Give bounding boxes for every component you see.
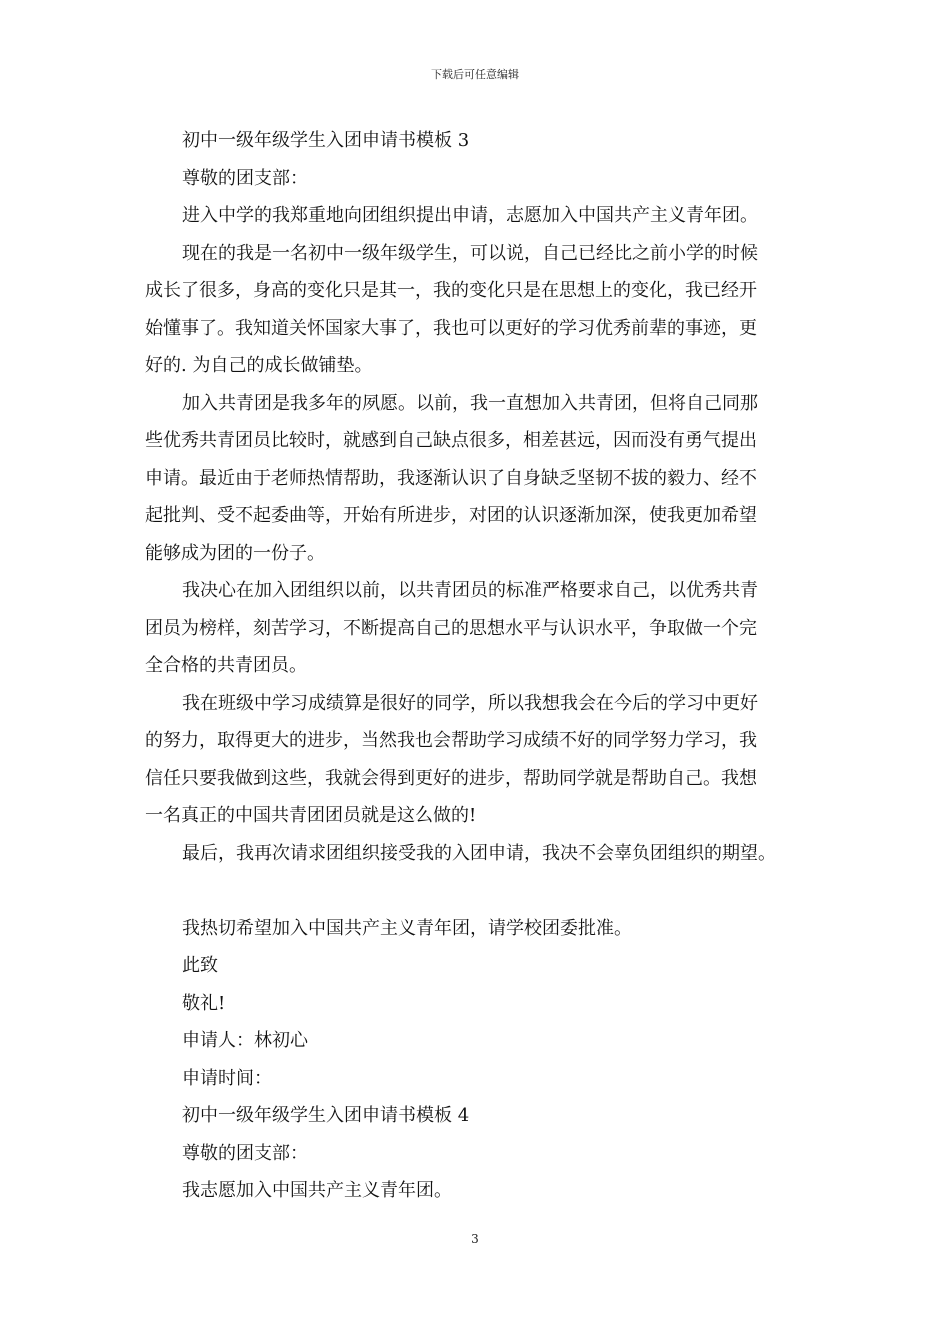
page-header: 下载后可任意编辑 [431, 68, 519, 81]
text-line: 起批判、受不起委曲等，开始有所进步，对团的认识逐渐加深，使我更加希望 [145, 505, 757, 526]
text-line: 我在班级中学习成绩算是很好的同学，所以我想我会在今后的学习中更好 [182, 692, 758, 714]
page-number: 3 [471, 1232, 479, 1246]
text-line: 成长了很多，身高的变化只是其一，我的变化只是在思想上的变化，我已经开 [145, 280, 757, 301]
text-line: 些优秀共青团员比较时，就感到自己缺点很多，相差甚远，因而没有勇气提出 [145, 430, 757, 451]
text-line: 一名真正的中国共青团团员就是这么做的! [145, 805, 477, 826]
text-line: 我热切希望加入中国共产主义青年团，请学校团委批准。 [182, 917, 632, 939]
text-line: 我决心在加入团组织以前，以共青团员的标准严格要求自己，以优秀共青 [182, 580, 758, 601]
text-line: 申请时间： [182, 1067, 272, 1089]
blank-line [145, 872, 815, 910]
text-line: 此致 [182, 955, 218, 976]
text-line: 好的. 为自己的成长做铺垫。 [145, 355, 373, 376]
text-line: 尊敬的团支部： [182, 167, 308, 189]
text-line: 初中一级年级学生入团申请书模板 4 [182, 1105, 470, 1126]
text-line: 申请。最近由于老师热情帮助，我逐渐认识了自身缺乏坚韧不拔的毅力、经不 [145, 467, 757, 489]
text-line: 我志愿加入中国共产主义青年团。 [182, 1180, 452, 1201]
text-line: 能够成为团的一份子。 [145, 542, 325, 564]
text-line: 信任只要我做到这些，我就会得到更好的进步，帮助同学就是帮助自己。我想 [145, 767, 757, 789]
text-line: 始懂事了。我知道关怀国家大事了，我也可以更好的学习优秀前辈的事迹，更 [145, 317, 757, 339]
text-line: 申请人：林初心 [182, 1030, 308, 1051]
text-line: 尊敬的团支部： [182, 1142, 308, 1164]
text-line: 团员为榜样，刻苦学习，不断提高自己的思想水平与认识水平，争取做一个完 [145, 617, 757, 639]
text-line: 全合格的共青团员。 [145, 655, 307, 676]
text-line: 敬礼! [182, 992, 226, 1014]
document-body [145, 122, 815, 1210]
text-line: 初中一级年级学生入团申请书模板 3 [182, 130, 470, 151]
text-line: 的努力，取得更大的进步，当然我也会帮助学习成绩不好的同学努力学习，我 [145, 730, 757, 751]
text-line: 加入共青团是我多年的夙愿。以前，我一直想加入共青团，但将自己同那 [182, 392, 758, 414]
text-line: 现在的我是一名初中一级年级学生，可以说，自己已经比之前小学的时候 [182, 242, 758, 264]
text-line: 最后，我再次请求团组织接受我的入团申请，我决不会辜负团组织的期望。 [182, 842, 776, 864]
text-line: 进入中学的我郑重地向团组织提出申请，志愿加入中国共产主义青年团。 [182, 205, 758, 226]
